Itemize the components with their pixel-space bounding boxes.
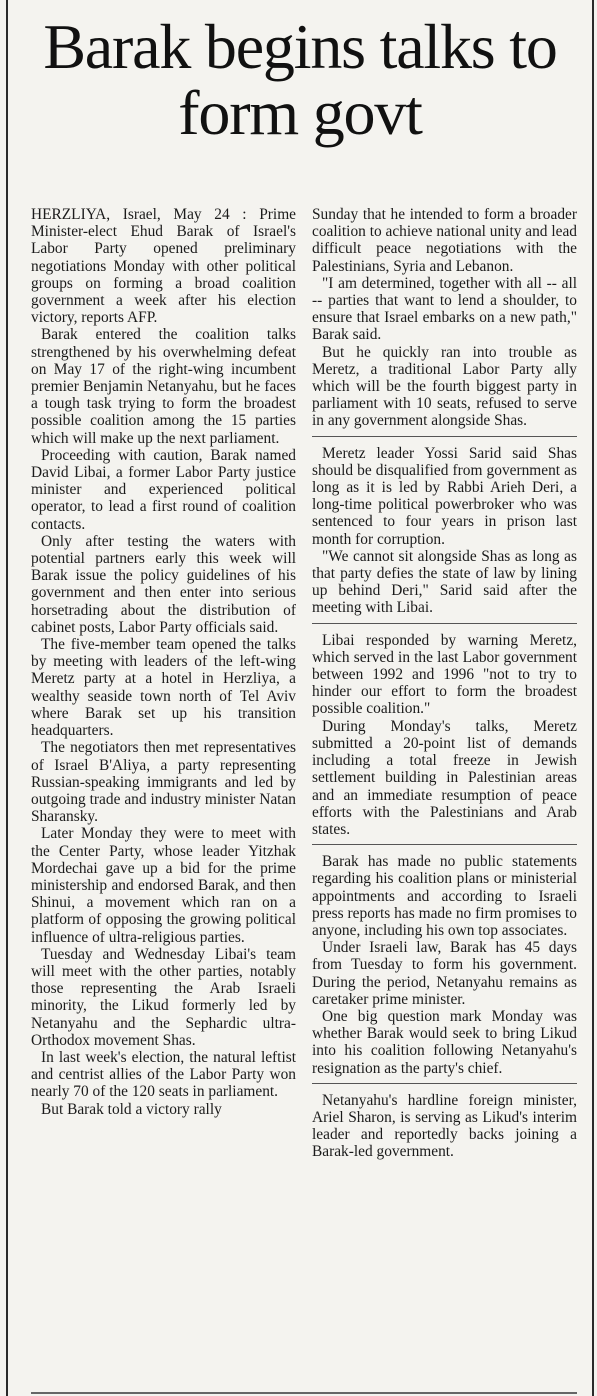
- paragraph: "I am determined, together with all -- all -- parties that want to lend a shoulder, to ensure that Israel embarks on a new path," Barak said.: [312, 274, 577, 344]
- paragraph: Meretz leader Yossi Sarid said Shas should be disqualified from government as long as it is led by Rabbi Arieh Deri, a long-time political powerbroker who was sentenced to four years in prison last month for corruption.: [312, 436, 577, 548]
- bottom-rule: [31, 1392, 577, 1394]
- paragraph: The five-member team opened the talks by meeting with leaders of the left-wing Meretz party at a hotel in Herzliya, a wealthy seaside town north of Tel Aviv where Barak set up his transition headquarters.: [31, 636, 296, 740]
- paragraph: But Barak told a victory rally: [41, 1100, 222, 1118]
- paragraph: In last week's election, the natural leftist and centrist allies of the Labor Party won nearly 70 of the 120 seats in parliament.: [31, 1048, 296, 1101]
- headline: Barak begins talks to form govt: [43, 11, 557, 148]
- paragraph: Under Israeli law, Barak has 45 days from Tuesday to form his government. During the period, Netanyahu remains as caretaker prime minister.: [312, 939, 577, 1008]
- paragraph: Later Monday they were to meet with the Center Party, whose leader Yitzhak Mordechai gave up a bid for the prime ministership and endorsed Barak, and then Shinui, a movement which ran on a platform of opposing the growing political influence of ultra-religious parties.: [31, 825, 296, 946]
- paragraph: "We cannot sit alongside Shas as long as that party defies the state of law by lining up behind Deri," Sarid said after the meeting with Libai.: [312, 547, 577, 617]
- paragraph: Barak has made no public statements regarding his coalition plans or ministerial appointments and according to Israeli press reports has made no firm promises to anyone, including his own top associates.: [312, 844, 577, 939]
- paragraph: Only after testing the waters with potential partners early this week will Barak issue the policy guidelines of his government and then enter into serious horsetrading about the distribution of cabinet posts, Labor Party officials said.: [31, 532, 296, 636]
- paragraph: Barak entered the coalition talks strengthened by his overwhelming defeat on May 17 of the right-wing incumbent premier Benjamin Netanyahu, but he faces a tough task trying to form the broadest possible coalition among the 15 parties which will make up the next parliament.: [31, 326, 296, 447]
- paragraph: The negotiators then met representatives of Israel B'Aliya, a party representing Russian-speaking immigrants and led by outgoing trade and industry minister Natan Sharansky.: [31, 739, 296, 826]
- paragraph: One big question mark Monday was whether Barak would seek to bring Likud into his coalition following Netanyahu's resignation as the party's chief.: [312, 1007, 577, 1077]
- right-border-line: [592, 0, 594, 1396]
- paragraph: Netanyahu's hardline foreign minister, Ariel Sharon, is serving as Likud's interim leader and reportedly backs joining a Barak-led government.: [312, 1083, 577, 1161]
- paragraph: Proceeding with caution, Barak named David Libai, a former Labor Party justice minister and experienced political operator, to lead a first round of coalition contacts.: [31, 446, 296, 533]
- paragraph: Tuesday and Wednesday Libai's team will meet with the other parties, notably those representing the Arab Israeli minority, the Likud formerly led by Netanyahu and the Sephardic ultra-Orthodox movement Shas.: [31, 945, 296, 1049]
- paragraph: Sunday that he intended to form a broader coalition to achieve national unity and lead difficult peace negotiations with the Palestinians, Syria and Lebanon.: [312, 206, 577, 275]
- paragraph: During Monday's talks, Meretz submitted a 20-point list of demands including a total freeze in Jewish settlement building in Palestinian areas and an immediate resumption of peace efforts with the Palestinians and Arab states.: [312, 717, 577, 838]
- paragraph: But he quickly ran into trouble as Meretz, a traditional Labor Party ally which will be the fourth biggest party in parliament with 10 seats, refused to serve in any government alongside Shas.: [312, 343, 577, 430]
- paragraph: HERZLIYA, Israel, May 24 : Prime Minister-elect Ehud Barak of Israel's Labor Party opened preliminary negotiations Monday with other political groups on forming a broad coalition government a week after his election victory, reports AFP.: [31, 206, 296, 327]
- left-border-line: [6, 0, 8, 1396]
- article-column-right: [312, 206, 577, 1161]
- paragraph: Libai responded by warning Meretz, which served in the last Labor government between 1992 and 1996 "not to try to hinder our effort to form the broadest possible coalition.": [312, 623, 577, 718]
- article-column-left: [31, 206, 296, 1118]
